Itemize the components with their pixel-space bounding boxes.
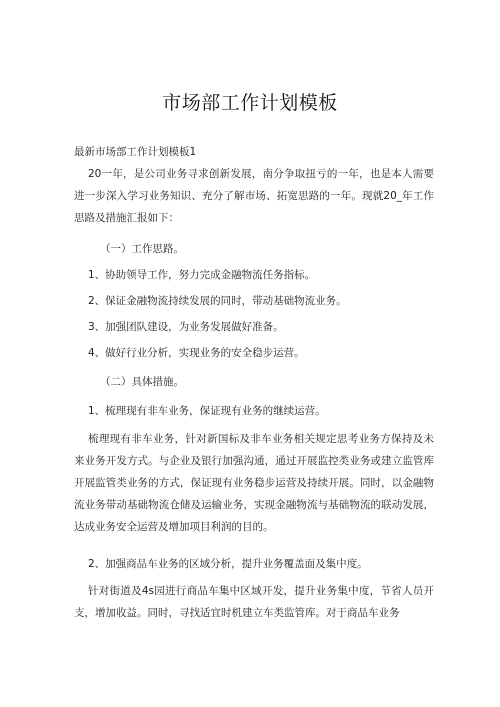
measure2-heading: 2、加强商品车业务的区域分析，提升业务覆盖面及集中度。 — [88, 558, 368, 570]
measure1-body: 梳理现有非车业务，针对新国标及非车业务相关规定思考业务方保持及未来业务开发方式。与企业及银行加强沟通，通过开展监控类业务或建立监管库开展监管类业务的方式，保证现有业务稳步运营及持续开展。同时，以金融物流业务带动基础物流仓储及运输业务，实现金融物流与基础物流的联动发展，达成业务安全运营及增加项目利润的目的。 — [74, 433, 434, 533]
section1-item-2: 2、保证金融物流持续发展的同时，带动基础物流业务。 — [88, 295, 347, 307]
section1-heading: （一）工作思路。 — [100, 243, 184, 255]
measure2-body: 针对街道及4s园进行商品车集中区域开发，提升业务集中度，节省人员开支，增加收益。同时，寻找适宜时机建立车类监管库。对于商品车业务 — [74, 585, 434, 619]
document-title: 市场部工作计划模板 — [162, 92, 338, 114]
measure1-heading: 1、梳理现有非车业务，保证现有业务的继续运营。 — [88, 405, 326, 417]
section1-item-1: 1、协助领导工作，努力完成金融物流任务指标。 — [88, 269, 316, 281]
document-subtitle: 最新市场部工作计划模板1 — [74, 146, 197, 158]
section1-item-4: 4、做好行业分析，实现业务的安全稳步运营。 — [88, 347, 305, 359]
section1-item-3: 3、加强团队建设，为业务发展做好准备。 — [88, 321, 284, 333]
intro-paragraph: 20一年，是公司业务寻求创新发展，南分争取扭亏的一年，也是本人需要进一步深入学习业务知识、充分了解市场、拓宽思路的一年。现就20_年工作思路及措施汇报如下： — [74, 168, 434, 224]
section2-heading: （二）具体措施。 — [100, 376, 184, 388]
